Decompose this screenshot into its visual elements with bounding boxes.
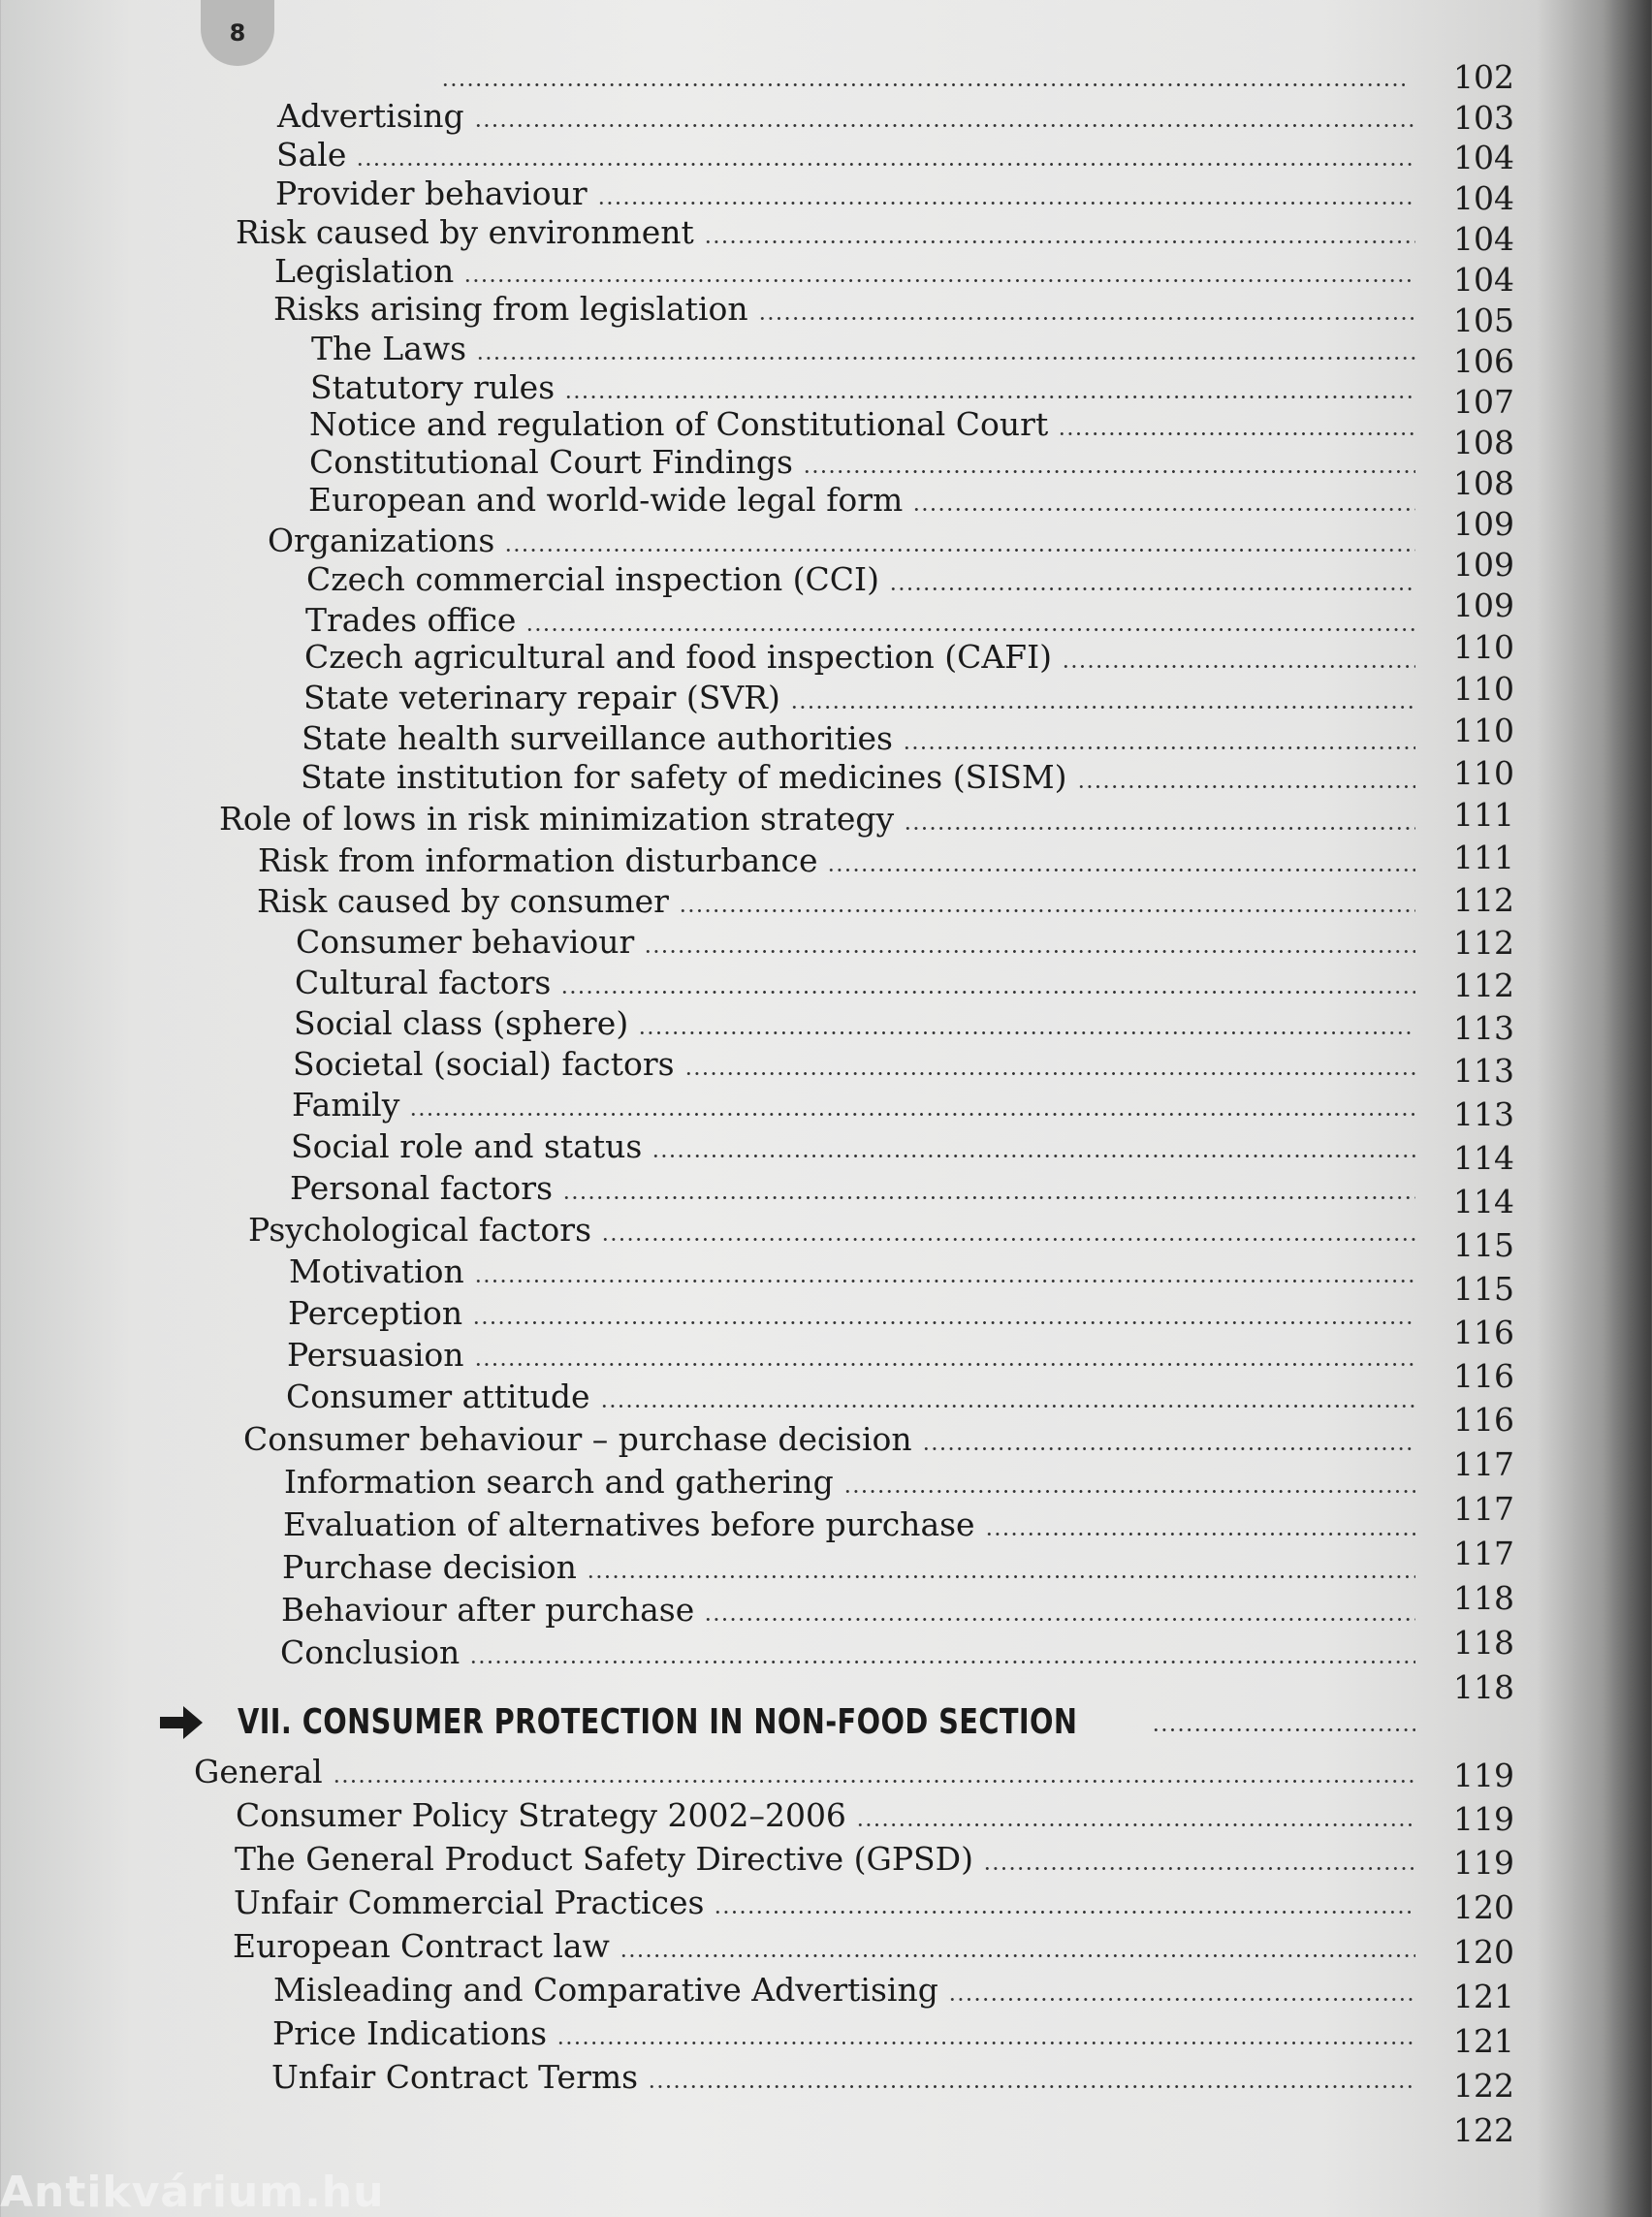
- toc-entry: [309, 405, 1415, 444]
- chapter-title: VII. CONSUMER PROTECTION IN NON-FOOD SECTION: [238, 1702, 1078, 1742]
- toc-entry: [291, 1127, 1415, 1166]
- toc-page-number: 110: [1453, 670, 1514, 708]
- toc-entry-label: Personal factors: [290, 1169, 554, 1207]
- toc-entry-label: Perception: [288, 1294, 463, 1332]
- toc-page-number: 118: [1453, 1668, 1514, 1706]
- toc-entry-label: Consumer behaviour: [296, 923, 635, 961]
- dot-leader: [704, 240, 1415, 243]
- toc-page-number: 114: [1453, 1139, 1514, 1177]
- toc-page-number: 104: [1453, 220, 1514, 258]
- dot-leader: [463, 279, 1415, 282]
- dot-leader: [889, 587, 1415, 590]
- toc-entry: [236, 213, 1415, 252]
- toc-entry-label: European Contract law: [233, 1927, 610, 1965]
- toc-page-number: 119: [1453, 1844, 1514, 1882]
- toc-entry-label: Cultural factors: [295, 964, 552, 1001]
- toc-entry-label: Misleading and Comparative Advertising: [273, 1971, 938, 2009]
- dot-leader: [985, 1533, 1415, 1536]
- toc-entry-label: Family: [292, 1086, 400, 1124]
- dot-leader: [620, 1954, 1415, 1957]
- toc-page-number: 109: [1453, 505, 1514, 543]
- dot-leader: [1152, 1728, 1415, 1731]
- toc-entry-label: Unfair Contract Terms: [271, 2058, 639, 2096]
- dot-leader: [469, 1661, 1415, 1663]
- dot-leader: [1077, 785, 1415, 788]
- toc-entry: [236, 1796, 1415, 1835]
- toc-page-number: 103: [1453, 99, 1514, 137]
- toc-entry: [303, 679, 1415, 717]
- toc-entry-label: Risk from information disturbance: [258, 841, 818, 879]
- dot-leader: [564, 396, 1415, 398]
- toc-entry: [258, 841, 1415, 880]
- toc-entry-label: Purchase decision: [282, 1548, 577, 1586]
- dot-leader: [504, 549, 1415, 552]
- toc-entry-label: State health surveillance authorities: [302, 719, 893, 757]
- toc-page-number: 115: [1453, 1270, 1514, 1308]
- toc-page-number: 112: [1453, 881, 1514, 919]
- dot-leader: [983, 1867, 1415, 1870]
- toc-page-number: 113: [1453, 1009, 1514, 1047]
- toc-page-number: 120: [1453, 1888, 1514, 1926]
- dot-leader: [651, 1155, 1415, 1157]
- toc-entry: [274, 252, 1415, 291]
- toc-entry: [248, 1211, 1415, 1250]
- toc-entry-label: Societal (social) factors: [293, 1045, 675, 1083]
- toc-entry-label: Provider behaviour: [275, 174, 588, 212]
- toc-entry: [310, 368, 1415, 407]
- toc-entry-label: Consumer Policy Strategy 2002–2006: [236, 1796, 846, 1834]
- toc-entry-label: Conclusion: [280, 1633, 461, 1671]
- toc-entry: [276, 136, 1415, 174]
- toc-page-number: 109: [1453, 586, 1514, 624]
- toc-entry: [280, 1633, 1415, 1672]
- toc-entry: [305, 601, 1415, 640]
- dot-leader: [409, 1113, 1415, 1116]
- toc-entry: [287, 1336, 1415, 1375]
- dot-leader: [856, 1823, 1415, 1826]
- dot-leader: [790, 706, 1415, 709]
- toc-entry: [277, 97, 1415, 136]
- toc-page-number: 108: [1453, 424, 1514, 461]
- toc-entry-label: Consumer attitude: [286, 1378, 590, 1415]
- dot-leader: [912, 508, 1415, 511]
- toc-entry: [302, 719, 1415, 758]
- toc-entry: [234, 1884, 1415, 1922]
- toc-entry-label: Organizations: [268, 522, 495, 559]
- dot-leader: [562, 1196, 1415, 1199]
- toc-entry: [282, 1548, 1415, 1587]
- toc-page-number: 117: [1453, 1445, 1514, 1483]
- dot-leader: [904, 827, 1415, 830]
- dot-leader: [356, 163, 1415, 166]
- dot-leader: [597, 202, 1415, 205]
- toc-entry-label: Persuasion: [287, 1336, 464, 1374]
- dot-leader: [441, 83, 1410, 86]
- toc-entry: [301, 758, 1415, 797]
- toc-entry-label: Risks arising from legislation: [273, 290, 748, 328]
- dot-leader: [560, 991, 1415, 994]
- toc-page-number: 104: [1453, 261, 1514, 299]
- toc-entry-label: Social class (sphere): [294, 1004, 629, 1042]
- toc-page-number: 110: [1453, 628, 1514, 666]
- dot-leader: [758, 317, 1415, 320]
- toc-entry-label: Czech agricultural and food inspection (CAFI): [304, 638, 1052, 676]
- toc-entry: [311, 330, 1415, 368]
- toc-entry: [294, 1004, 1415, 1043]
- toc-entry-label: State veterinary repair (SVR): [303, 679, 780, 716]
- toc-entry-label: General: [194, 1753, 323, 1790]
- toc-entry-label: Evaluation of alternatives before purchase: [283, 1505, 975, 1543]
- dot-leader: [843, 1490, 1415, 1493]
- toc-entry-label: Price Indications: [272, 2014, 548, 2052]
- toc-page-number: 112: [1453, 924, 1514, 962]
- toc-entry-label: Sale: [276, 136, 347, 174]
- toc-entry: [286, 1378, 1415, 1416]
- toc-page-number: 117: [1453, 1490, 1514, 1528]
- toc-page-number: 121: [1453, 2022, 1514, 2060]
- toc-entry: [308, 481, 1415, 520]
- toc-entry: [295, 964, 1415, 1002]
- dot-leader: [714, 1911, 1415, 1914]
- toc-entry-label: Motivation: [289, 1252, 464, 1290]
- toc-entry-label: The Laws: [311, 330, 467, 367]
- toc-entry: [288, 1294, 1415, 1333]
- toc-entry-label: Advertising: [277, 97, 464, 135]
- toc-entry: [194, 1753, 1415, 1791]
- dot-leader: [333, 1780, 1415, 1783]
- dot-leader: [704, 1618, 1415, 1621]
- toc-entry: [281, 1591, 1415, 1630]
- toc-page-number: 116: [1453, 1314, 1514, 1351]
- toc-page-number: 111: [1453, 796, 1514, 834]
- dot-leader: [476, 357, 1415, 360]
- dot-leader: [638, 1031, 1415, 1034]
- toc-entry: [268, 522, 1415, 560]
- toc-entry-label: The General Product Safety Directive (GPSD): [235, 1840, 973, 1878]
- toc-page-number: 108: [1453, 464, 1514, 502]
- chapter-page-number: 119: [1453, 1757, 1514, 1794]
- watermark: Antikvárium.hu: [0, 2168, 385, 2217]
- toc-entry: [283, 1505, 1415, 1544]
- toc-page-number: 113: [1453, 1052, 1514, 1090]
- toc-page-number: 118: [1453, 1579, 1514, 1617]
- toc-entry-label: Behaviour after purchase: [281, 1591, 695, 1629]
- toc-page-number: 106: [1453, 342, 1514, 380]
- toc-entry-label: Czech commercial inspection (CCI): [306, 560, 879, 598]
- toc-entry: [290, 1169, 1415, 1208]
- toc-entry-label: State institution for safety of medicines (SISM): [301, 758, 1067, 796]
- toc-page-number: 111: [1453, 839, 1514, 876]
- toc-entry-label: Risk caused by consumer: [257, 882, 669, 920]
- dot-leader: [472, 1321, 1415, 1324]
- toc-entry-label: Statutory rules: [310, 368, 556, 406]
- toc-entry: [257, 882, 1415, 921]
- toc-page-number: 121: [1453, 1978, 1514, 2015]
- dot-leader: [803, 470, 1415, 473]
- toc-entry: [235, 1840, 1415, 1879]
- dot-leader: [525, 628, 1415, 631]
- toc-page-number: 109: [1453, 546, 1514, 584]
- toc-entry: [296, 923, 1415, 962]
- toc-page-number: 118: [1453, 1624, 1514, 1662]
- dot-leader: [474, 1280, 1415, 1283]
- dot-leader: [903, 746, 1415, 749]
- dot-leader: [474, 1363, 1416, 1366]
- toc-entry-label: Notice and regulation of Constitutional Court: [309, 405, 1049, 443]
- toc-page-number: 119: [1453, 1800, 1514, 1838]
- dot-leader: [684, 1072, 1415, 1075]
- toc-entry: [272, 2014, 1415, 2053]
- toc-entry: [309, 443, 1415, 482]
- dot-leader: [474, 124, 1415, 127]
- toc-page-number: 104: [1453, 179, 1514, 217]
- dot-leader: [679, 909, 1415, 912]
- dot-leader: [601, 1238, 1415, 1241]
- toc-page-number: 107: [1453, 383, 1514, 421]
- toc-entry: [293, 1045, 1415, 1084]
- toc-entry-label: Information search and gathering: [284, 1463, 834, 1501]
- toc-entry-label: Psychological factors: [248, 1211, 592, 1249]
- toc-page-number: 113: [1453, 1095, 1514, 1133]
- toc-entry-label: Consumer behaviour – purchase decision: [243, 1420, 912, 1458]
- toc-entry: [304, 638, 1415, 677]
- toc-page-number: 115: [1453, 1226, 1514, 1264]
- toc-entry: [273, 290, 1415, 329]
- toc-page-number: 114: [1453, 1183, 1514, 1220]
- dot-leader: [644, 950, 1415, 953]
- dot-leader: [556, 2042, 1415, 2044]
- toc-entry-label: Social role and status: [291, 1127, 643, 1165]
- dot-leader: [922, 1447, 1415, 1450]
- toc-page-number: 110: [1453, 712, 1514, 749]
- toc-entry-label: Trades office: [305, 601, 517, 639]
- toc-entry-label: Risk caused by environment: [236, 213, 694, 251]
- toc-entry-label: Unfair Commercial Practices: [234, 1884, 705, 1921]
- toc-entry: [306, 560, 1415, 599]
- dot-leader: [827, 869, 1415, 871]
- toc-page-number: 104: [1453, 139, 1514, 176]
- dot-leader: [948, 1998, 1415, 2001]
- toc-entry: [271, 2058, 1415, 2097]
- dot-leader: [1058, 432, 1415, 435]
- toc-entry-label: Legislation: [274, 252, 455, 290]
- dot-leader: [600, 1405, 1415, 1408]
- toc-entry-label: European and world-wide legal form: [308, 481, 904, 519]
- toc-entry: [233, 1927, 1415, 1966]
- dot-leader: [648, 2085, 1415, 2088]
- toc-entry: [292, 1086, 1415, 1124]
- chapter-heading: [158, 1702, 1415, 1742]
- page-number-badge: 8: [201, 0, 274, 66]
- toc-page-number: 117: [1453, 1535, 1514, 1572]
- toc-page-number: 105: [1453, 301, 1514, 339]
- toc-page-number: 112: [1453, 966, 1514, 1004]
- toc-page-number: 102: [1453, 58, 1514, 96]
- toc-page-number: 116: [1453, 1357, 1514, 1395]
- toc-entry: [243, 1420, 1415, 1459]
- toc-page-number: 116: [1453, 1401, 1514, 1439]
- toc-entry: [275, 174, 1415, 213]
- toc-entry: [273, 1971, 1415, 2010]
- toc-page-number: 122: [1453, 2067, 1514, 2105]
- dot-leader: [1062, 665, 1415, 668]
- toc-entry: [219, 800, 1415, 839]
- toc-page-number: 110: [1453, 754, 1514, 792]
- toc-entry: [284, 1463, 1415, 1502]
- toc-entry: [289, 1252, 1415, 1291]
- dot-leader: [587, 1575, 1415, 1578]
- toc-entry-label: Constitutional Court Findings: [309, 443, 793, 481]
- toc-page-number: 122: [1453, 2111, 1514, 2149]
- toc-entry-label: Role of lows in risk minimization strategy: [219, 800, 895, 838]
- arrow-right-icon: [158, 1703, 205, 1742]
- toc-page-number: 120: [1453, 1933, 1514, 1971]
